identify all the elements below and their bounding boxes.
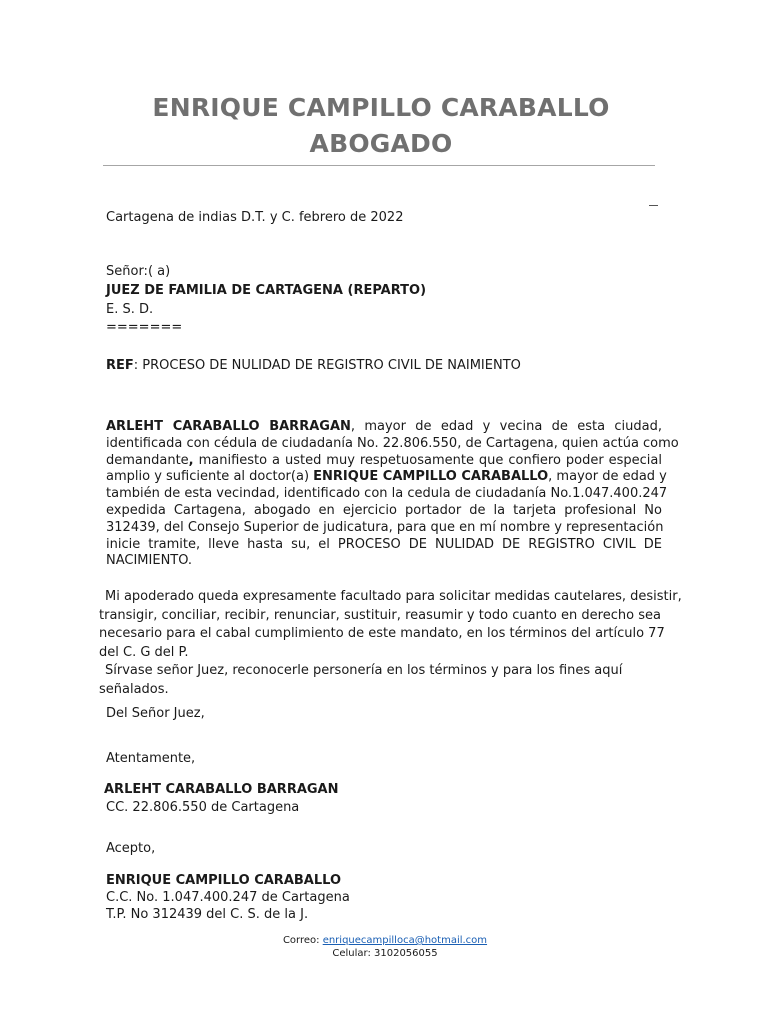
date-line: Cartagena de indias D.T. y C. febrero de 2022 <box>106 210 404 225</box>
paragraph-line: ARLEHT CARABALLO BARRAGAN, mayor de edad y vecina de esta ciudad, <box>106 419 662 434</box>
paragraph-line: del C. G del P. <box>99 644 189 660</box>
footer-email-link[interactable]: enriquecampilloca@hotmail.com <box>322 935 488 946</box>
salutation: Señor:( a) <box>106 264 171 279</box>
paragraph-line: señalados. <box>99 681 169 697</box>
reference-text: : PROCESO DE NULIDAD DE REGISTRO CIVIL DE NAIMIENTO <box>133 358 521 373</box>
footer-phone: Celular: 3102056055 <box>332 948 438 959</box>
power-of-attorney-paragraph <box>106 419 679 570</box>
grantor-signature-name: ARLEHT CARABALLO BARRAGAN <box>104 782 339 797</box>
paragraph-line: amplio y suficiente al doctor(a) ENRIQUE CAMPILLO CARABALLO, mayor de edad y <box>106 469 667 485</box>
paragraph-line: Mi apoderado queda expresamente facultado para solicitar medidas cautelares, desistir, <box>105 589 682 604</box>
faculties-paragraph <box>99 588 682 699</box>
letterhead-profession: ABOGADO <box>309 129 453 158</box>
paragraph-line: demandante, manifiesto a usted muy respetuosamente que confiero poder especial <box>106 452 662 468</box>
attorney-signature-tp: T.P. No 312439 del C. S. de la J. <box>106 907 309 922</box>
closing-line: Del Señor Juez, <box>106 706 205 721</box>
paragraph-line: expedida Cartagena, abogado en ejercicio portador de la tarjeta profesional No <box>106 502 662 518</box>
paragraph-line: 312439, del Consejo Superior de judicatura, para que en mí nombre y representación <box>106 519 664 535</box>
attorney-name: ENRIQUE CAMPILLO CARABALLO <box>313 469 549 485</box>
paragraph-line: necesario para el cabal cumplimiento de este mandato, en los términos del artículo 77 <box>99 626 665 641</box>
grantor-signature-id: CC. 22.806.550 de Cartagena <box>106 800 300 815</box>
attorney-signature-name: ENRIQUE CAMPILLO CARABALLO <box>106 873 342 888</box>
addressee-judge: JUEZ DE FAMILIA DE CARTAGENA (REPARTO) <box>106 283 427 298</box>
footer-email-label: Correo: <box>282 935 323 946</box>
paragraph-line: también de esta vecindad, identificado con la cedula de ciudadanía No.1.047.400.247 <box>106 486 668 502</box>
regards-line: Atentamente, <box>106 751 196 766</box>
reference-line <box>106 358 521 373</box>
acceptance-line: Acepto, <box>106 841 156 856</box>
grantor-name: ARLEHT CARABALLO BARRAGAN <box>106 419 351 434</box>
reference-label: REF <box>106 358 134 373</box>
addressee-separator: ======= <box>106 320 183 335</box>
attorney-signature-id: C.C. No. 1.047.400.247 de Cartagena <box>106 890 350 905</box>
corner-mark <box>649 205 658 206</box>
paragraph-line: inicie tramite, lleve hasta su, el PROCESO DE NULIDAD DE REGISTRO CIVIL DE <box>106 536 662 552</box>
paragraph-line: transigir, conciliar, recibir, renunciar, sustituir, reasumir y todo cuanto en derecho sea <box>99 607 661 623</box>
addressee-esd: E. S. D. <box>106 302 154 317</box>
letterhead-name: ENRIQUE CAMPILLO CARABALLO <box>152 93 610 122</box>
paragraph-line: Sírvase señor Juez, reconocerle personería en los términos y para los fines aquí <box>105 663 623 678</box>
paragraph-line: NACIMIENTO. <box>106 553 193 569</box>
paragraph-line: identificada con cédula de ciudadanía No. 22.806.550, de Cartagena, quien actúa como <box>106 435 679 451</box>
footer-email-line <box>0 935 768 946</box>
letterhead-divider <box>103 165 655 166</box>
